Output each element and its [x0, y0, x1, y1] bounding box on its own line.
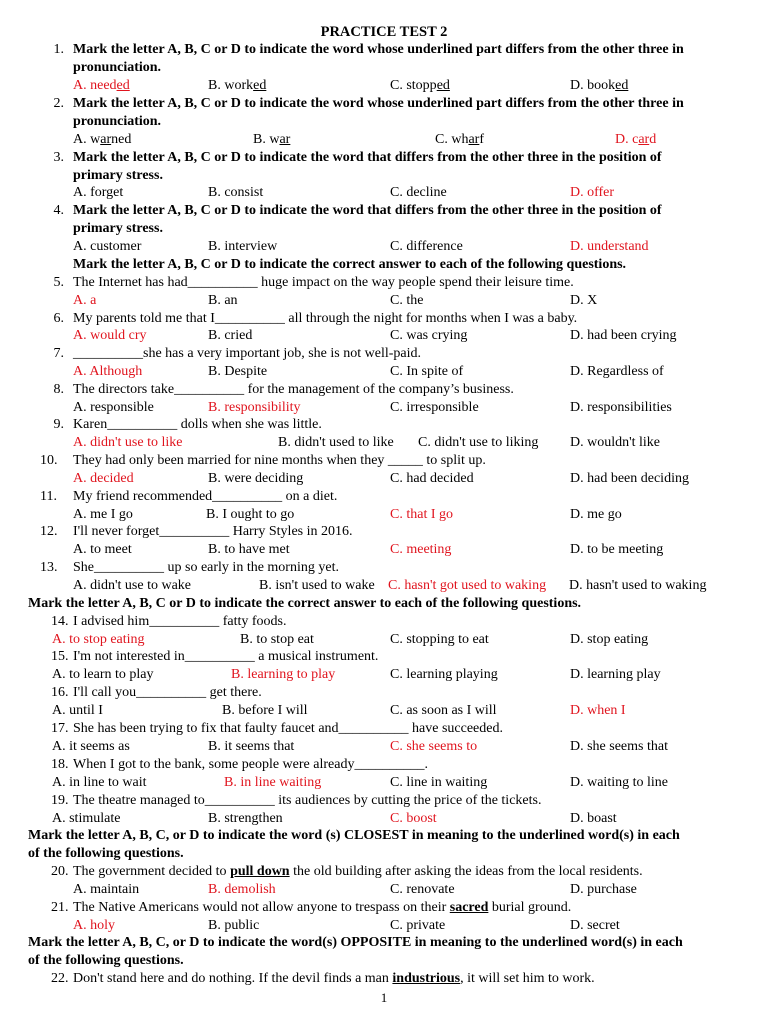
option-b[interactable]: B. strengthen: [208, 811, 283, 826]
question-6-stem: [0, 310, 768, 328]
underlined-phrase: sacred: [449, 900, 489, 915]
question-number: 17.: [51, 721, 69, 736]
question-text: The theatre managed to__________ its audiences by cutting the price of the tickets.: [73, 793, 542, 808]
option-a[interactable]: A. to meet: [73, 542, 132, 557]
question-21-stem: [0, 899, 768, 917]
option-c[interactable]: C. the: [390, 293, 424, 308]
question-text: Don't stand here and do nothing. If the devil finds a man industrious, it will set him to work.: [73, 971, 595, 986]
question-number: 14.: [51, 614, 69, 629]
question-18-options: [0, 774, 768, 792]
question-text: Karen__________ dolls when she was little.: [73, 417, 322, 432]
question-20-options: [0, 881, 768, 899]
option-b[interactable]: B. responsibility: [208, 400, 301, 415]
option-a[interactable]: A. me I go: [73, 507, 133, 522]
question-text: The Internet has had__________ huge impact on the way people spend their leisure time.: [73, 275, 574, 290]
option-a[interactable]: A. to stop eating: [52, 632, 145, 647]
option-c[interactable]: C. line in waiting: [390, 775, 488, 790]
option-d[interactable]: D. understand: [570, 239, 649, 254]
option-d[interactable]: D. Regardless of: [570, 364, 664, 379]
option-b[interactable]: B. didn't used to like: [278, 435, 394, 450]
question-5-stem: [0, 274, 768, 292]
question-7-stem: [0, 345, 768, 363]
option-d[interactable]: D. hasn't used to waking: [569, 578, 707, 593]
question-16-options: [0, 702, 768, 720]
option-c[interactable]: C. irresponsible: [390, 400, 479, 415]
question-2-line-1: [0, 95, 768, 113]
option-c[interactable]: C. renovate: [390, 882, 455, 897]
option-d[interactable]: D. booked: [570, 78, 629, 93]
question-22-stem: [0, 970, 768, 988]
option-a[interactable]: A. to learn to play: [52, 667, 154, 682]
option-c[interactable]: C. meeting: [390, 542, 452, 557]
question-text: The Native Americans would not allow anyone to trespass on their sacred burial ground.: [73, 900, 572, 915]
question-15-options: [0, 666, 768, 684]
section-heading: [0, 934, 768, 952]
option-a[interactable]: A. holy: [73, 918, 115, 933]
question-number: 12.: [40, 524, 58, 539]
option-a[interactable]: A. decided: [73, 471, 134, 486]
option-c[interactable]: C. had decided: [390, 471, 474, 486]
option-b[interactable]: B. consist: [208, 185, 264, 200]
option-a[interactable]: A. didn't use to wake: [73, 578, 192, 593]
option-b[interactable]: B. it seems that: [208, 739, 295, 754]
option-a[interactable]: A. would cry: [73, 328, 147, 343]
option-a[interactable]: A. responsible: [73, 400, 154, 415]
question-15-stem: [0, 648, 768, 666]
question-text: She has been trying to fix that faulty faucet and__________ have succeeded.: [73, 721, 503, 736]
question-14-options: [0, 631, 768, 649]
section-instruction: Mark the letter A, B, C, or D to indicate the word (s) CLOSEST in meaning to the underlined word(s) in each: [28, 828, 680, 843]
question-2-options: [0, 131, 768, 149]
option-b[interactable]: B. demolish: [208, 882, 276, 897]
question-text: My parents told me that I__________ all through the night for months when I was a baby.: [73, 311, 578, 326]
option-b[interactable]: B. I ought to go: [206, 507, 295, 522]
option-c[interactable]: C. In spite of: [390, 364, 464, 379]
option-b[interactable]: B. an: [208, 293, 238, 308]
question-number: 6.: [53, 311, 64, 326]
option-d[interactable]: D. waiting to line: [570, 775, 668, 790]
option-c[interactable]: C. private: [390, 918, 446, 933]
question-number: 10.: [40, 453, 58, 468]
question-19-options: [0, 810, 768, 828]
section-heading-cont: [0, 952, 768, 970]
section-instruction: Mark the letter A, B, C or D to indicate the correct answer to each of the following questions.: [28, 596, 582, 611]
option-a[interactable]: A. customer: [73, 239, 142, 254]
question-3-line-1: [0, 149, 768, 167]
option-d[interactable]: D. purchase: [570, 882, 637, 897]
question-number: 22.: [51, 971, 69, 986]
option-a[interactable]: A. forget: [73, 185, 124, 200]
question-2-line-2: [0, 113, 768, 131]
question-text: They had only been married for nine months when they _____ to split up.: [73, 453, 486, 468]
question-12-stem: [0, 523, 768, 541]
question-12-options: [0, 541, 768, 559]
option-d[interactable]: D. when I: [570, 703, 626, 718]
question-instruction-cont: primary stress.: [73, 168, 163, 183]
question-number: 3.: [53, 150, 64, 165]
question-text: She__________ up so early in the morning yet.: [73, 560, 339, 575]
question-10-stem: [0, 452, 768, 470]
question-number: 11.: [40, 489, 57, 504]
option-d[interactable]: D. had been deciding: [570, 471, 689, 486]
option-b[interactable]: B. before I will: [222, 703, 308, 718]
question-text: The directors take__________ for the management of the company’s business.: [73, 382, 514, 397]
question-number: 18.: [51, 757, 69, 772]
question-3-line-2: [0, 167, 768, 185]
section-instruction-cont: of the following questions.: [28, 846, 184, 861]
question-16-stem: [0, 684, 768, 702]
option-a[interactable]: A. needed: [73, 78, 130, 93]
option-a[interactable]: A. warned: [73, 132, 132, 147]
question-text: When I got to the bank, some people were already__________.: [73, 757, 428, 772]
section-instruction-cont: of the following questions.: [28, 953, 184, 968]
option-d[interactable]: D. card: [615, 132, 657, 147]
question-8-stem: [0, 381, 768, 399]
option-a[interactable]: A. a: [73, 293, 97, 308]
question-number: 20.: [51, 864, 69, 879]
question-number: 7.: [53, 346, 64, 361]
question-instruction: Mark the letter A, B, C or D to indicate the word that differs from the other three in the position of: [73, 150, 662, 165]
option-c[interactable]: C. was crying: [390, 328, 468, 343]
option-d[interactable]: D. she seems that: [570, 739, 668, 754]
option-c[interactable]: C. wharf: [435, 132, 485, 147]
option-c[interactable]: C. stopped: [390, 78, 450, 93]
question-instruction: Mark the letter A, B, C or D to indicate the word whose underlined part differs from the other three in: [73, 42, 684, 57]
option-d[interactable]: D. learning play: [570, 667, 661, 682]
section-heading: [0, 256, 768, 274]
question-11-stem: [0, 488, 768, 506]
question-4-options: [0, 238, 768, 256]
question-number: 8.: [53, 382, 64, 397]
section-instruction: Mark the letter A, B, C or D to indicate the correct answer to each of the following questions.: [73, 257, 627, 272]
option-d[interactable]: D. offer: [570, 185, 615, 200]
underlined-phrase: industrious: [392, 971, 461, 986]
question-text: I'll never forget__________ Harry Styles in 2016.: [73, 524, 353, 539]
option-b[interactable]: B. in line waiting: [224, 775, 322, 790]
option-c[interactable]: C. stopping to eat: [390, 632, 489, 647]
question-4-line-1: [0, 202, 768, 220]
option-c[interactable]: C. learning playing: [390, 667, 498, 682]
question-number: 13.: [40, 560, 58, 575]
question-20-stem: [0, 863, 768, 881]
option-d[interactable]: D. responsibilities: [570, 400, 672, 415]
option-c[interactable]: C. boost: [390, 811, 437, 826]
question-9-stem: [0, 416, 768, 434]
option-c[interactable]: C. that I go: [390, 507, 453, 522]
question-19-stem: [0, 792, 768, 810]
question-text: I'll call you__________ get there.: [73, 685, 262, 700]
question-17-options: [0, 738, 768, 756]
option-d[interactable]: D. secret: [570, 918, 620, 933]
page-number: 1: [380, 990, 388, 1005]
question-instruction-cont: pronunciation.: [73, 60, 162, 75]
question-14-stem: [0, 613, 768, 631]
question-9-options: [0, 434, 768, 452]
question-number: 5.: [53, 275, 64, 290]
option-d[interactable]: D. X: [570, 293, 598, 308]
page-title: PRACTICE TEST 2: [320, 24, 448, 40]
option-d[interactable]: D. wouldn't like: [570, 435, 661, 450]
question-1-line-2: [0, 59, 768, 77]
option-d[interactable]: D. me go: [570, 507, 622, 522]
question-text: I advised him__________ fatty foods.: [73, 614, 287, 629]
question-number: 1.: [53, 42, 64, 57]
option-b[interactable]: B. to have met: [208, 542, 290, 557]
question-number: 16.: [51, 685, 69, 700]
option-d[interactable]: D. to be meeting: [570, 542, 664, 557]
option-b[interactable]: B. interview: [208, 239, 278, 254]
option-b[interactable]: B. were deciding: [208, 471, 304, 486]
question-text: __________she has a very important job, she is not well-paid.: [73, 346, 421, 361]
question-13-stem: [0, 559, 768, 577]
option-b[interactable]: B. public: [208, 918, 260, 933]
question-13-options: [0, 577, 768, 595]
question-18-stem: [0, 756, 768, 774]
option-c[interactable]: C. didn't use to liking: [418, 435, 539, 450]
option-b[interactable]: B. isn't used to wake: [259, 578, 375, 593]
question-instruction: Mark the letter A, B, C or D to indicate the word that differs from the other three in the position of: [73, 203, 662, 218]
option-c[interactable]: C. she seems to: [390, 739, 478, 754]
option-b[interactable]: B. to stop eat: [240, 632, 314, 647]
option-b[interactable]: B. worked: [208, 78, 267, 93]
option-a[interactable]: A. in line to wait: [52, 775, 147, 790]
question-6-options: [0, 327, 768, 345]
question-3-options: [0, 184, 768, 202]
option-d[interactable]: D. stop eating: [570, 632, 649, 647]
question-8-options: [0, 399, 768, 417]
option-c[interactable]: C. hasn't got used to waking: [388, 578, 547, 593]
question-number: 21.: [51, 900, 69, 915]
option-b[interactable]: B. war: [253, 132, 291, 147]
option-a[interactable]: A. Although: [73, 364, 143, 379]
question-4-line-2: [0, 220, 768, 238]
option-d[interactable]: D. had been crying: [570, 328, 677, 343]
question-1-line-1: [0, 41, 768, 59]
question-instruction-cont: primary stress.: [73, 221, 163, 236]
question-5-options: [0, 292, 768, 310]
question-instruction-cont: pronunciation.: [73, 114, 162, 129]
question-10-options: [0, 470, 768, 488]
question-text: The government decided to pull down the old building after asking the ideas from the local residents.: [73, 864, 643, 879]
question-11-options: [0, 506, 768, 524]
question-number: 19.: [51, 793, 69, 808]
option-a[interactable]: A. it seems as: [52, 739, 130, 754]
question-21-options: [0, 917, 768, 935]
question-7-options: [0, 363, 768, 381]
question-number: 2.: [53, 96, 64, 111]
option-b[interactable]: B. cried: [208, 328, 253, 343]
question-1-options: [0, 77, 768, 95]
question-17-stem: [0, 720, 768, 738]
option-c[interactable]: C. decline: [390, 185, 447, 200]
question-number: 15.: [51, 649, 69, 664]
question-text: My friend recommended__________ on a diet.: [73, 489, 338, 504]
option-a[interactable]: A. stimulate: [52, 811, 121, 826]
question-number: 4.: [53, 203, 64, 218]
option-b[interactable]: B. learning to play: [231, 667, 336, 682]
section-heading: [0, 595, 768, 613]
question-instruction: Mark the letter A, B, C or D to indicate the word whose underlined part differs from the other three in: [73, 96, 684, 111]
option-a[interactable]: A. didn't use to like: [73, 435, 183, 450]
option-c[interactable]: C. difference: [390, 239, 463, 254]
section-instruction: Mark the letter A, B, C, or D to indicate the word(s) OPPOSITE in meaning to the underlined word(s) in each: [28, 935, 683, 950]
option-b[interactable]: B. Despite: [208, 364, 268, 379]
option-a[interactable]: A. until I: [52, 703, 103, 718]
underlined-phrase: pull down: [230, 864, 290, 879]
question-number: 9.: [53, 417, 64, 432]
option-d[interactable]: D. boast: [570, 811, 617, 826]
option-a[interactable]: A. maintain: [73, 882, 140, 897]
option-c[interactable]: C. as soon as I will: [390, 703, 497, 718]
question-text: I'm not interested in__________ a musical instrument.: [73, 649, 379, 664]
section-heading: [0, 827, 768, 845]
section-heading-cont: [0, 845, 768, 863]
